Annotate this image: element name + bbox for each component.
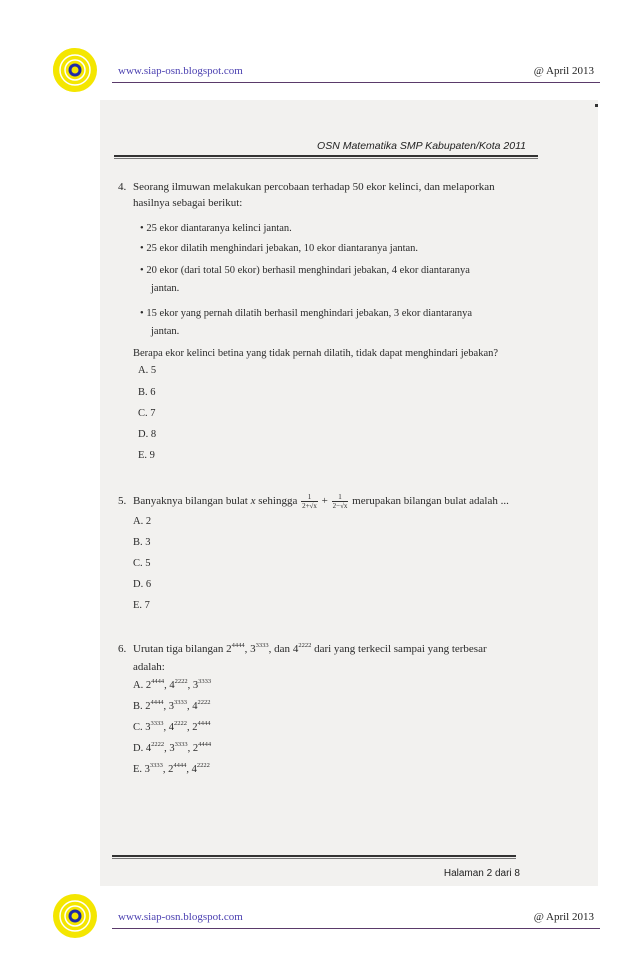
question-text: dari yang terkecil sampai yang terbesar [314,643,487,655]
footer-divider [112,928,600,929]
header-site-link[interactable]: www.siap-osn.blogspot.com [118,65,243,77]
question-text: Urutan tiga bilangan [133,643,224,655]
question-text: hasilnya sebagai berikut: [133,197,243,209]
answer-option: E. $3^{3333}$, $2^{4444}$, $4^{2222}$ [133,762,210,775]
footer-date: @ April 2013 [533,911,594,923]
scan-mark [595,104,598,107]
question-text: Banyaknya bilangan bulat [133,495,248,508]
power-term: $2^{4444}$ [226,642,245,655]
bullet-item: • 20 ekor (dari total 50 ekor) berhasil menghindari jebakan, 4 ekor diantaranya [140,265,470,276]
answer-option: B. 6 [138,387,156,398]
answer-option: E. 9 [138,450,155,461]
question-text: sehingga [258,495,298,508]
answer-option: B. $2^{4444}$, $3^{3333}$, $4^{2222}$ [133,699,211,712]
answer-option: A. 2 [133,516,152,527]
exam-title: OSN Matematika SMP Kabupaten/Kota 2011 [317,140,526,152]
top-rule [114,155,538,157]
bullet-item: • 25 ekor dilatih menghindari jebakan, 10 ekor diantaranya jantan. [140,243,419,254]
question-text: merupakan bilangan bulat adalah ... [352,495,509,508]
answer-option: B. 3 [133,537,151,548]
question-number: 5. [118,495,127,508]
question-text: adalah: [133,661,165,673]
bullet-item: • 25 ekor diantaranya kelinci jantan. [140,223,292,234]
answer-option: D. $4^{2222}$, $3^{3333}$, $2^{4444}$ [133,741,212,754]
question-text: dan [274,643,291,655]
answer-option: D. 8 [138,429,157,440]
bullet-item: jantan. [151,283,180,294]
answer-option: D. 6 [133,579,152,590]
variable: x [250,495,256,508]
top-rule-thin [114,158,538,159]
bottom-rule [112,855,516,857]
header-date: @ April 2013 [533,65,594,77]
question-number: 6. [118,643,127,655]
power-term: $4^{2222}$ [292,642,312,655]
answer-option: C. 7 [138,408,156,419]
site-logo [52,893,98,939]
question-4 [118,180,538,209]
site-logo [52,47,98,93]
page-number: Halaman 2 dari 8 [443,868,520,879]
bottom-rule-thin [112,858,516,859]
fraction: $\frac{1}{2-√x}$ [332,493,348,510]
question-number: 4. [118,181,127,193]
power-term: $3^{3333}$ [250,642,269,655]
header-divider [112,82,600,83]
question-6: 6. Urutan tiga bilangan $2^{4444}$, $3^{3333}$, dan $4^{2222}$ dari yang terkecil sampai yang terbesar [118,642,487,655]
answer-option: C. $3^{3333}$, $4^{2222}$, $2^{4444}$ [133,720,211,733]
answer-option: E. 7 [133,600,150,611]
scanned-page [100,100,598,886]
answer-option: A. $2^{4444}$, $4^{2222}$, $3^{3333}$ [133,678,212,691]
bullet-item: • 15 ekor yang pernah dilatih berhasil menghindari jebakan, 3 ekor diantaranya [140,308,472,319]
plus-sign: + [321,495,328,508]
question-prompt: Berapa ekor kelinci betina yang tidak pernah dilatih, tidak dapat menghindari jebakan? [133,348,499,359]
answer-option: C. 5 [133,558,151,569]
question-5 [118,493,509,510]
fraction: $\frac{1}{2+√x}$ [302,493,317,510]
footer-site-link[interactable]: www.siap-osn.blogspot.com [118,911,243,923]
question-text: Seorang ilmuwan melakukan percobaan terhadap 50 ekor kelinci, dan melaporkan [133,181,495,193]
answer-option: A. 5 [138,365,157,376]
bullet-item: jantan. [151,326,180,337]
